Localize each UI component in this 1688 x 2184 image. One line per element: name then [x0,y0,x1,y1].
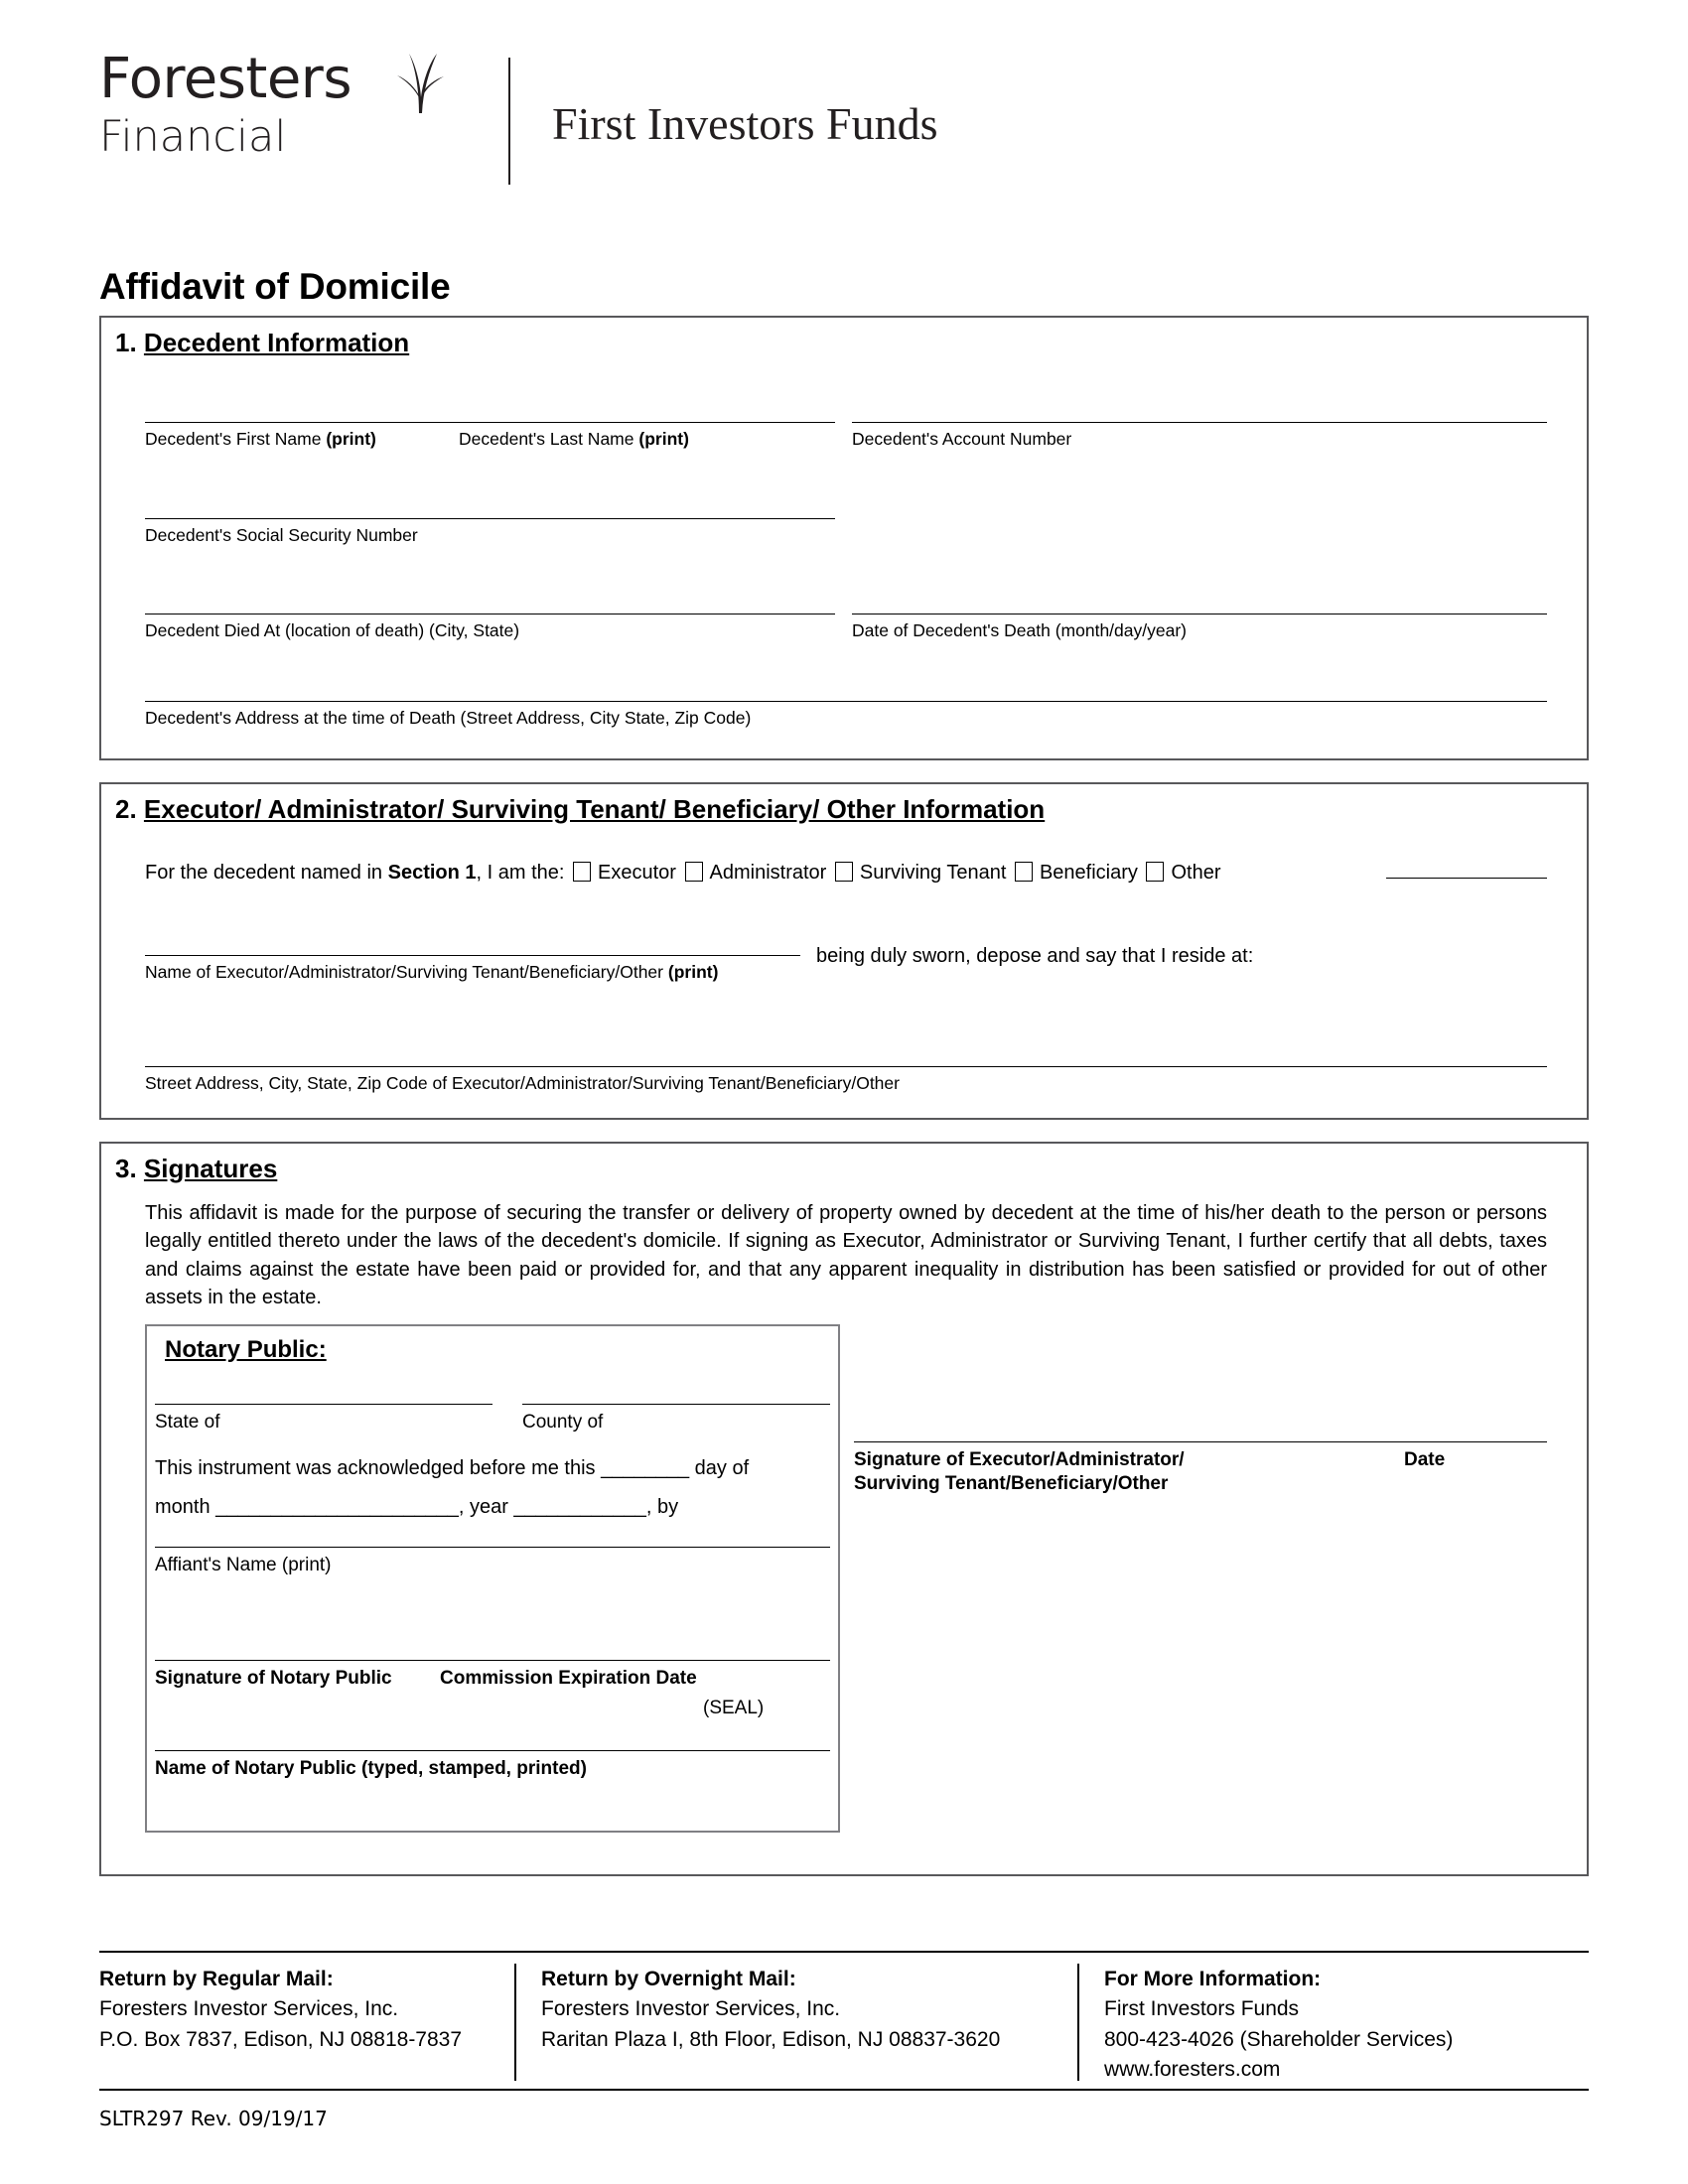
brand-header [99,47,938,185]
footer-overnight-mail-line-1: Foresters Investor Services, Inc. [541,1997,841,2021]
decedent-account-number-input[interactable] [852,422,1547,423]
checkbox-other[interactable] [1146,862,1164,882]
checkbox-beneficiary[interactable] [1015,862,1033,882]
notary-public-title: Notary Public: [165,1336,327,1363]
form-id-revision: SLTR297 Rev. 09/19/17 [99,2107,328,2130]
decedent-address-input[interactable] [145,701,1547,702]
notary-seal-label: (SEAL) [703,1698,765,1718]
footer-more-info-line-1: First Investors Funds [1104,1997,1300,2021]
notary-printed-name-input[interactable] [155,1750,830,1751]
checkbox-beneficiary-label: Beneficiary [1039,862,1138,884]
checkbox-surviving-tenant-label: Surviving Tenant [859,862,1007,884]
notary-public-box [145,1324,840,1833]
other-role-input[interactable] [1386,878,1547,879]
decedent-last-name-print-hint: (print) [638,429,689,449]
executor-name-input[interactable] [145,955,800,956]
section-1-heading [115,328,1587,358]
acknowledgement-line-1: This instrument was acknowledged before me this ________ day of [155,1457,750,1479]
executor-name-print-hint: (print) [667,962,719,982]
decedent-first-name-label-text: Decedent's First Name [145,429,322,449]
checkbox-administrator[interactable] [685,862,703,882]
checkbox-surviving-tenant[interactable] [835,862,853,882]
section-1-number: 1. [115,328,137,357]
decedent-first-name-label [145,429,376,451]
footer-regular-mail-heading: Return by Regular Mail: [99,1968,334,1990]
section-2-number: 2. [115,794,137,824]
executor-address-input[interactable] [145,1066,1547,1067]
executor-address-label: Street Address, City, State, Zip Code of Executor/Administrator/Surviving Tenant/Beneficiary/Other [145,1073,900,1093]
notary-county-label: County of [522,1412,604,1433]
footer-regular-mail-line-2: P.O. Box 7837, Edison, NJ 08818-7837 [99,2027,463,2051]
page-title: Affidavit of Domicile [99,266,451,307]
footer-divider-1 [514,1964,516,2081]
section-3-heading [115,1154,1587,1184]
section-2-title: Executor/ Administrator/ Surviving Tenant/ Beneficiary/ Other Information [143,794,1046,824]
section-2-intro-suffix: , I am the: [476,862,565,884]
being-duly-sworn-text: being duly sworn, depose and say that I reside at: [816,945,1254,967]
decedent-died-at-label: Decedent Died At (location of death) (City, State) [145,620,520,640]
decedent-ssn-label: Decedent's Social Security Number [145,525,418,545]
acknowledgement-line-2: month ______________________, year ____________, by [155,1496,679,1518]
footer-more-info-line-2: 800-423-4026 (Shareholder Services) [1104,2027,1454,2051]
section-2-intro-section-ref: Section 1 [387,862,477,884]
decedent-ssn-input[interactable] [145,518,835,519]
footer-bottom-divider [99,2089,1589,2091]
executor-signature-label [854,1448,1185,1496]
checkbox-administrator-label: Administrator [709,862,827,884]
commission-expiration-label: Commission Expiration Date [440,1668,697,1689]
logo-text-financial: Financial [99,112,287,162]
decedent-account-number-label: Decedent's Account Number [852,429,1072,449]
section-2-intro-prefix: For the decedent named in [145,862,388,884]
executor-name-label [145,962,718,984]
signature-date-label: Date [1404,1449,1446,1470]
decedent-last-name-input[interactable] [502,422,835,423]
footer-overnight-mail-heading: Return by Overnight Mail: [541,1968,796,1990]
decedent-address-label: Decedent's Address at the time of Death (Street Address, City State, Zip Code) [145,708,752,728]
notary-signature-label: Signature of Notary Public [155,1668,392,1689]
affiant-name-input[interactable] [155,1547,830,1548]
logo-text-foresters: Foresters [99,47,352,111]
footer-overnight-mail-line-2: Raritan Plaza I, 8th Floor, Edison, NJ 08837-3620 [541,2027,1001,2051]
logo-divider [508,58,510,185]
footer-divider-2 [1077,1964,1079,2081]
executor-signature-label-line1: Signature of Executor/Administrator/ [854,1449,1185,1470]
section-1-decedent-information [99,316,1589,760]
executor-signature-input[interactable] [854,1441,1547,1442]
notary-state-input[interactable] [155,1404,492,1405]
executor-signature-label-line2: Surviving Tenant/Beneficiary/Other [854,1472,1169,1494]
executor-name-label-text: Name of Executor/Administrator/Surviving Tenant/Beneficiary/Other [145,962,663,982]
section-2-executor-information [99,782,1589,1120]
section-2-role-row [145,862,1221,883]
decedent-first-name-print-hint: (print) [326,429,376,449]
section-3-title: Signatures [143,1154,278,1183]
notary-signature-input[interactable] [155,1660,830,1661]
notary-printed-name-label: Name of Notary Public (typed, stamped, printed) [155,1758,587,1779]
notary-county-input[interactable] [522,1404,830,1405]
section-3-signatures [99,1142,1589,1876]
notary-state-label: State of [155,1412,220,1433]
section-3-number: 3. [115,1154,137,1183]
footer-column-regular-mail [99,1965,496,2055]
footer-column-overnight-mail [541,1965,1057,2055]
checkbox-other-label: Other [1171,862,1221,884]
section-2-heading [115,794,1587,825]
section-3-legal-paragraph: This affidavit is made for the purpose of securing the transfer or delivery of property owned by decedent at the time of his/her death to the person or persons legally entitled thereto under the laws of the decedent's domicile. If signing as Executor, Administrator or Surviving Tenant, I further certify that all debts, taxes and claims against the estate have been paid or provided for, and that any apparent inequality in distribution has been satisfied or provided for out of other assets in the estate. [145,1202,1547,1309]
decedent-date-of-death-label: Date of Decedent's Death (month/day/year) [852,620,1187,640]
footer-more-info-heading: For More Information: [1104,1968,1322,1990]
affiant-name-label: Affiant's Name (print) [155,1555,332,1575]
footer-column-more-information [1104,1965,1581,2086]
foresters-financial-logo [99,47,447,162]
decedent-last-name-label-text: Decedent's Last Name [459,429,634,449]
leaf-sprig-icon [389,48,449,117]
section-1-title: Decedent Information [143,328,410,357]
brand-name-first-investors-funds: First Investors Funds [552,98,938,149]
checkbox-executor[interactable] [573,862,591,882]
footer-regular-mail-line-1: Foresters Investor Services, Inc. [99,1997,399,2021]
decedent-last-name-label [459,429,689,451]
footer-website-link[interactable]: www.foresters.com [1104,2058,1281,2082]
decedent-first-name-input[interactable] [145,422,502,423]
footer-top-divider [99,1951,1589,1953]
checkbox-executor-label: Executor [598,862,676,884]
